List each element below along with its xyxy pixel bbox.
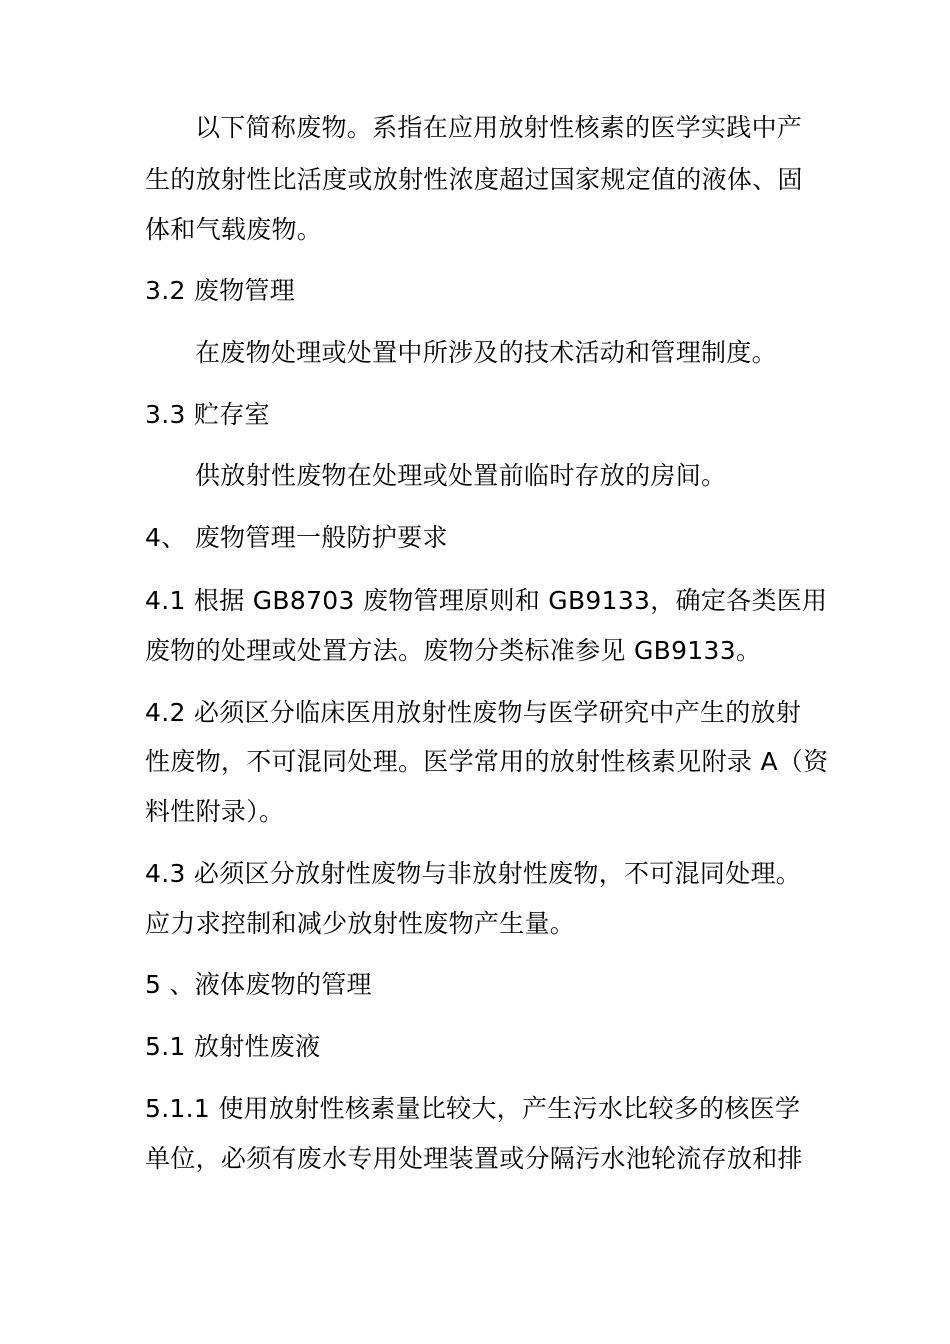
paragraph-line: 单位，必须有废水专用处理装置或分隔污水池轮流存放和排 — [145, 1144, 803, 1173]
paragraph-line: 5.1.1 使用放射性核素量比较大，产生污水比较多的核医学 — [145, 1094, 801, 1123]
paragraph-line: 废物的处理或处置方法。废物分类标准参见 GB9133。 — [145, 636, 762, 665]
paragraph-line: 4.2 必须区分临床医用放射性废物与医学研究中产生的放射 — [145, 698, 802, 727]
paragraph-line: 供放射性废物在处理或处置前临时存放的房间。 — [195, 461, 727, 490]
section-heading-3-2: 3.2 废物管理 — [145, 276, 296, 305]
section-heading-5-1: 5.1 放射性废液 — [145, 1032, 321, 1061]
paragraph-line: 料性附录）。 — [145, 797, 285, 826]
paragraph-line: 在废物处理或处置中所涉及的技术活动和管理制度。 — [195, 338, 777, 367]
paragraph-line: 4.3 必须区分放射性废物与非放射性废物，不可混同处理。 — [145, 859, 802, 888]
section-heading-5: 5 、液体废物的管理 — [145, 970, 372, 999]
paragraph-line: 生的放射性比活度或放射性浓度超过国家规定值的液体、固 — [145, 165, 803, 194]
section-heading-4: 4、 废物管理一般防护要求 — [145, 523, 448, 552]
paragraph-line: 体和气载废物。 — [145, 215, 323, 244]
paragraph-line: 性废物，不可混同处理。医学常用的放射性核素见附录 A（资 — [145, 747, 829, 776]
paragraph-line: 应力求控制和减少放射性废物产生量。 — [145, 909, 576, 938]
paragraph-line: 4.1 根据 GB8703 废物管理原则和 GB9133，确定各类医用 — [145, 586, 828, 615]
section-heading-3-3: 3.3 贮存室 — [145, 400, 270, 429]
paragraph-line: 以下简称废物。系指在应用放射性核素的医学实践中产 — [195, 113, 803, 142]
